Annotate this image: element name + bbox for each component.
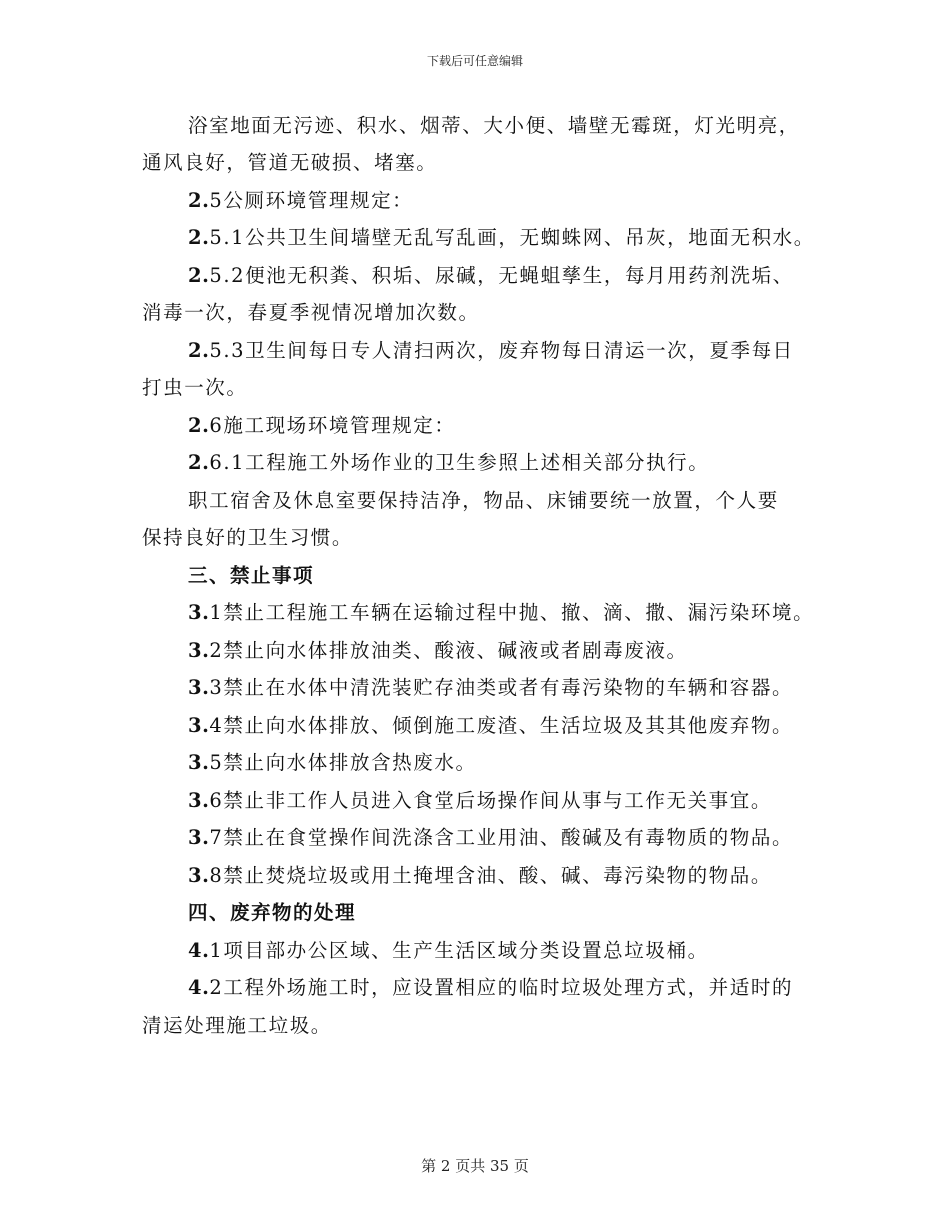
section-3-8 <box>188 864 772 888</box>
section-text: 4禁止向水体排放、倾倒施工废渣、生活垃圾及其其他废弃物。 <box>209 714 794 737</box>
section-number: 3. <box>188 826 210 849</box>
section-3-7 <box>188 826 793 850</box>
page-header: 下载后可任意编辑 <box>426 54 523 68</box>
page-number: 第 2 页共 35 页 <box>421 1157 529 1175</box>
section-2-5-2 <box>188 264 794 288</box>
section-number: 2. <box>188 264 210 287</box>
section-number: 4. <box>188 939 210 962</box>
section-text: 5.2便池无积粪、积垢、尿碱，无蝇蛆孳生，每月用药剂洗垢、 <box>209 264 794 287</box>
section-text: 5禁止向水体排放含热废水。 <box>209 751 477 774</box>
paragraph-line: 清运处理施工垃圾。 <box>142 1014 332 1037</box>
section-3-6 <box>188 789 772 813</box>
section-number: 2. <box>188 339 210 362</box>
section-number: 3. <box>188 601 210 624</box>
paragraph-line: 职工宿舍及休息室要保持洁净，物品、床铺要统一放置，个人要 <box>188 489 779 512</box>
section-4-2 <box>188 976 793 1000</box>
section-2-5-3 <box>188 339 794 363</box>
section-3-1 <box>188 601 814 625</box>
section-text: 5公厕环境管理规定： <box>209 189 414 212</box>
section-text: 3禁止在水体中清洗装贮存油类或者有毒污染物的车辆和容器。 <box>209 676 794 699</box>
section-number: 3. <box>188 751 210 774</box>
section-number: 3. <box>188 789 210 812</box>
paragraph-line: 保持良好的卫生习惯。 <box>142 526 354 549</box>
section-number: 2. <box>188 189 210 212</box>
section-text: 7禁止在食堂操作间洗涤含工业用油、酸碱及有毒物质的物品。 <box>209 826 794 849</box>
section-2-5-1 <box>188 226 815 250</box>
paragraph-line: 通风良好，管道无破损、堵塞。 <box>142 151 438 174</box>
section-heading-4: 四、废弃物的处理 <box>188 901 357 924</box>
section-number: 2. <box>188 226 210 249</box>
section-2-5 <box>188 189 413 213</box>
section-text: 6禁止非工作人员进入食堂后场操作间从事与工作无关事宜。 <box>209 789 772 812</box>
section-3-2 <box>188 639 688 663</box>
section-number: 2. <box>188 414 210 437</box>
section-text: 2工程外场施工时，应设置相应的临时垃圾处理方式，并适时的 <box>209 976 794 999</box>
paragraph-line: 打虫一次。 <box>142 376 248 399</box>
paragraph-line: 消毒一次，春夏季视情况增加次数。 <box>142 301 480 324</box>
section-number: 3. <box>188 639 210 662</box>
section-number: 3. <box>188 714 210 737</box>
section-number: 2. <box>188 451 210 474</box>
section-3-5 <box>188 751 477 775</box>
paragraph-line: 浴室地面无污迹、积水、烟蒂、大小便、墙壁无霉斑，灯光明亮， <box>188 114 800 137</box>
section-text: 2禁止向水体排放油类、酸液、碱液或者剧毒废液。 <box>209 639 688 662</box>
section-number: 3. <box>188 864 210 887</box>
section-4-1 <box>188 939 709 963</box>
section-text: 8禁止焚烧垃圾或用土掩埋含油、酸、碱、毒污染物的物品。 <box>209 864 772 887</box>
section-3-4 <box>188 714 793 738</box>
section-text: 6.1工程施工外场作业的卫生参照上述相关部分执行。 <box>209 451 710 474</box>
section-number: 4. <box>188 976 210 999</box>
section-text: 1禁止工程施工车辆在运输过程中抛、撤、滴、撒、漏污染环境。 <box>209 601 815 624</box>
section-3-3 <box>188 676 793 700</box>
section-2-6 <box>188 414 455 438</box>
section-text: 5.3卫生间每日专人清扫两次，废弃物每日清运一次，夏季每日 <box>209 339 794 362</box>
section-heading-3: 三、禁止事项 <box>188 564 315 587</box>
section-text: 6施工现场环境管理规定： <box>209 414 456 437</box>
section-text: 5.1公共卫生间墙壁无乱写乱画，无蜘蛛网、吊灰，地面无积水。 <box>209 226 815 249</box>
section-text: 1项目部办公区域、生产生活区域分类设置总垃圾桶。 <box>209 939 709 962</box>
section-number: 3. <box>188 676 210 699</box>
section-2-6-1 <box>188 451 709 475</box>
